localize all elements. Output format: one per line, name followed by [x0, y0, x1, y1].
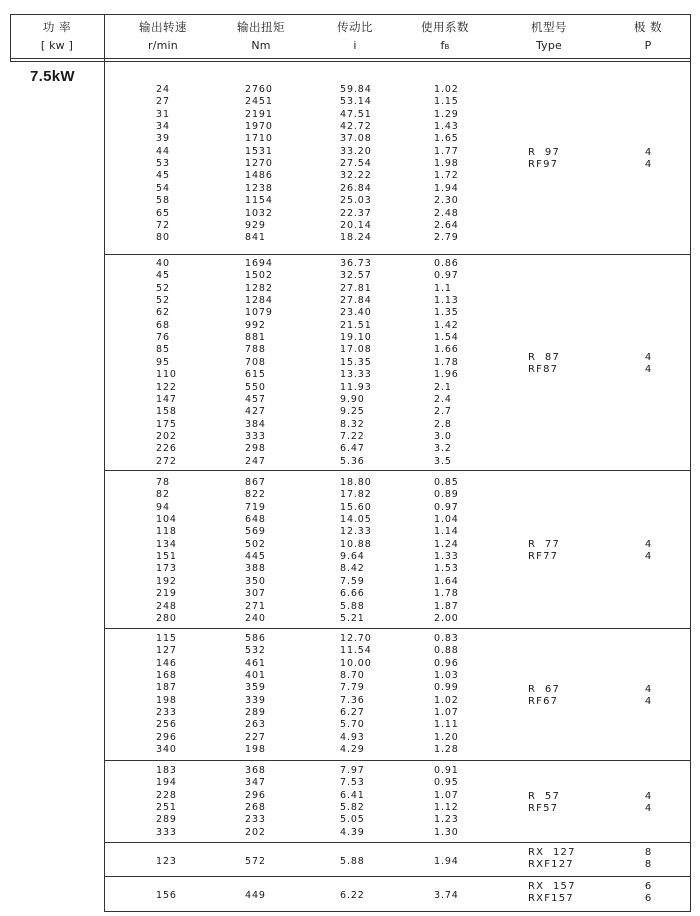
cell-ratio: 11.54: [340, 645, 372, 657]
poles-value: 4: [644, 363, 652, 375]
cell-factor: 1.64: [434, 575, 459, 587]
cell-ratio: 53.14: [340, 96, 372, 108]
type-code: RF77: [528, 550, 559, 562]
cell-torque: 615: [245, 369, 266, 381]
cell-ratio: 36.73: [340, 258, 372, 269]
type-code: R 67: [528, 683, 561, 695]
cell-ratio: 9.25: [340, 406, 365, 418]
group-separator: [104, 760, 690, 761]
poles-value: 4: [644, 802, 652, 814]
poles-value: 6: [644, 881, 652, 892]
cell-torque: 233: [245, 814, 266, 826]
cell-ratio: 6.47: [340, 443, 365, 455]
cell-ratio: 7.79: [340, 682, 365, 694]
cell-factor: 0.83: [434, 633, 459, 644]
cell-ratio: 10.00: [340, 657, 372, 669]
cell-factor: 1.23: [434, 814, 459, 826]
type-code: R 97: [528, 147, 561, 158]
cell-torque: 822: [245, 489, 266, 501]
group-separator: [104, 254, 690, 255]
type-code: RXF127: [528, 858, 574, 870]
cell-ratio: 6.27: [340, 707, 365, 719]
type-code: R 77: [528, 538, 561, 550]
cell-torque: 1282: [245, 282, 273, 294]
cell-torque: 307: [245, 588, 266, 600]
cell-torque: 359: [245, 682, 266, 694]
cell-ratio: 5.70: [340, 719, 365, 731]
cell-speed: 173: [156, 563, 177, 575]
cell-torque: 268: [245, 802, 266, 814]
cell-torque: 586: [245, 633, 266, 644]
cell-ratio: 20.14: [340, 219, 372, 231]
header-torque-label: 输出扭矩: [237, 20, 285, 34]
cell-ratio: 7.22: [340, 430, 365, 442]
cell-speed: 175: [156, 418, 177, 430]
cell-factor: 1.03: [434, 670, 459, 682]
cell-torque: 1284: [245, 295, 273, 307]
cell-torque: 1154: [245, 195, 273, 207]
cell-factor: 2.8: [434, 418, 452, 430]
cell-speed: 158: [156, 406, 177, 418]
cell-speed: 198: [156, 694, 177, 706]
cell-factor: 1.20: [434, 731, 459, 743]
cell-speed: 65: [156, 207, 170, 219]
cell-factor: 1.33: [434, 551, 459, 563]
cell-factor: 2.00: [434, 612, 459, 624]
cell-torque: 298: [245, 443, 266, 455]
cell-speed: 202: [156, 430, 177, 442]
cell-factor: 0.91: [434, 765, 459, 776]
cell-factor: 1.28: [434, 744, 459, 756]
cell-torque: 202: [245, 826, 266, 838]
cell-torque: 788: [245, 344, 266, 356]
cell-factor: 3.74: [434, 890, 459, 901]
cell-ratio: 33.20: [340, 145, 372, 157]
cell-ratio: 17.82: [340, 489, 372, 501]
cell-ratio: 5.36: [340, 455, 365, 467]
cell-factor: 0.97: [434, 270, 459, 282]
cell-torque: 247: [245, 455, 266, 467]
cell-factor: 1.77: [434, 145, 459, 157]
cell-ratio: 6.22: [340, 890, 365, 901]
cell-torque: 532: [245, 645, 266, 657]
cell-speed: 256: [156, 719, 177, 731]
cell-torque: 719: [245, 501, 266, 513]
header-type-unit: Type: [535, 39, 563, 52]
header-bottom-border: [10, 58, 690, 59]
cell-speed: 122: [156, 381, 177, 393]
cell-speed: 147: [156, 393, 177, 405]
cell-ratio: 27.84: [340, 295, 372, 307]
cell-ratio: 7.36: [340, 694, 365, 706]
cell-ratio: 7.59: [340, 575, 365, 587]
cell-ratio: 19.10: [340, 332, 372, 344]
cell-ratio: 7.53: [340, 777, 365, 789]
cell-torque: 881: [245, 332, 266, 344]
header-torque-unit: Nm: [251, 39, 271, 52]
group-separator: [104, 876, 690, 877]
cell-factor: 1.72: [434, 170, 459, 182]
cell-speed: 168: [156, 670, 177, 682]
cell-torque: 2451: [245, 96, 273, 108]
cell-factor: 2.1: [434, 381, 452, 393]
cell-ratio: 26.84: [340, 182, 372, 194]
cell-factor: 1.65: [434, 133, 459, 145]
cell-factor: 1.07: [434, 707, 459, 719]
header-speed-label: 输出转速: [139, 20, 187, 34]
cell-torque: 350: [245, 575, 266, 587]
header-power-unit: [ kw ]: [40, 39, 74, 52]
cell-speed: 289: [156, 814, 177, 826]
cell-ratio: 15.35: [340, 356, 372, 368]
cell-speed: 183: [156, 765, 177, 776]
cell-factor: 1.14: [434, 526, 459, 538]
cell-speed: 54: [156, 182, 170, 194]
cell-torque: 841: [245, 232, 266, 244]
cell-speed: 156: [156, 890, 177, 901]
cell-torque: 347: [245, 777, 266, 789]
cell-ratio: 12.33: [340, 526, 372, 538]
cell-ratio: 59.84: [340, 84, 372, 95]
cell-torque: 2760: [245, 84, 273, 95]
cell-speed: 31: [156, 108, 170, 120]
cell-torque: 289: [245, 707, 266, 719]
cell-speed: 248: [156, 600, 177, 612]
cell-torque: 1270: [245, 158, 273, 170]
cell-factor: 3.0: [434, 430, 452, 442]
header-bottom-border-double: [10, 61, 690, 62]
cell-factor: 2.64: [434, 219, 459, 231]
poles-value: 4: [644, 695, 652, 707]
cell-factor: 1.78: [434, 356, 459, 368]
cell-torque: 449: [245, 890, 266, 901]
cell-speed: 58: [156, 195, 170, 207]
cell-torque: 427: [245, 406, 266, 418]
cell-ratio: 5.21: [340, 612, 365, 624]
cell-speed: 27: [156, 96, 170, 108]
cell-factor: 2.79: [434, 232, 459, 244]
group-separator: [104, 842, 690, 843]
right-border: [690, 14, 691, 912]
poles-value: 4: [644, 550, 652, 562]
poles-value: 8: [644, 846, 652, 858]
cell-torque: 401: [245, 670, 266, 682]
cell-factor: 1.15: [434, 96, 459, 108]
cell-torque: 929: [245, 219, 266, 231]
cell-torque: 2191: [245, 108, 273, 120]
cell-speed: 68: [156, 319, 170, 331]
cell-torque: 502: [245, 538, 266, 550]
cell-speed: 78: [156, 477, 170, 488]
cell-ratio: 5.82: [340, 802, 365, 814]
cell-speed: 115: [156, 633, 177, 644]
type-code: RX 127: [528, 846, 576, 858]
cell-ratio: 4.93: [340, 731, 365, 743]
cell-factor: 1.94: [434, 182, 459, 194]
cell-speed: 82: [156, 489, 170, 501]
poles-value: 4: [644, 683, 652, 695]
cell-torque: 1970: [245, 121, 273, 133]
cell-factor: 0.86: [434, 258, 459, 269]
cell-ratio: 18.80: [340, 477, 372, 488]
header-poles-unit: P: [644, 39, 652, 52]
cell-speed: 104: [156, 514, 177, 526]
cell-factor: 1.42: [434, 319, 459, 331]
cell-factor: 1.87: [434, 600, 459, 612]
cell-torque: 388: [245, 563, 266, 575]
cell-factor: 1.35: [434, 307, 459, 319]
cell-speed: 194: [156, 777, 177, 789]
cell-speed: 134: [156, 538, 177, 550]
cell-ratio: 27.54: [340, 158, 372, 170]
cell-ratio: 8.42: [340, 563, 365, 575]
bottom-border: [104, 911, 690, 912]
cell-ratio: 10.88: [340, 538, 372, 550]
group-separator: [104, 628, 690, 629]
cell-factor: 1.13: [434, 295, 459, 307]
header-speed-unit: r/min: [148, 39, 178, 52]
cell-speed: 53: [156, 158, 170, 170]
cell-speed: 226: [156, 443, 177, 455]
type-code: RF67: [528, 695, 559, 707]
cell-factor: 1.24: [434, 538, 459, 550]
cell-torque: 550: [245, 381, 266, 393]
cell-speed: 228: [156, 789, 177, 801]
cell-ratio: 5.88: [340, 600, 365, 612]
cell-speed: 24: [156, 84, 170, 95]
cell-factor: 1.43: [434, 121, 459, 133]
type-code: R 87: [528, 351, 561, 363]
cell-ratio: 32.57: [340, 270, 372, 282]
cell-torque: 648: [245, 514, 266, 526]
cell-torque: 1079: [245, 307, 273, 319]
cell-ratio: 8.70: [340, 670, 365, 682]
cell-torque: 240: [245, 612, 266, 624]
cell-factor: 1.12: [434, 802, 459, 814]
cell-factor: 1.66: [434, 344, 459, 356]
cell-speed: 187: [156, 682, 177, 694]
cell-speed: 296: [156, 731, 177, 743]
cell-factor: 1.04: [434, 514, 459, 526]
power-column-divider: [104, 14, 105, 912]
cell-torque: 198: [245, 744, 266, 756]
cell-factor: 1.96: [434, 369, 459, 381]
cell-speed: 333: [156, 826, 177, 838]
cell-torque: 1032: [245, 207, 273, 219]
cell-ratio: 4.39: [340, 826, 365, 838]
cell-speed: 76: [156, 332, 170, 344]
cell-speed: 340: [156, 744, 177, 756]
cell-ratio: 12.70: [340, 633, 372, 644]
header-ratio-label: 传动比: [337, 20, 373, 34]
cell-factor: 0.97: [434, 501, 459, 513]
cell-factor: 2.7: [434, 406, 452, 418]
cell-ratio: 18.24: [340, 232, 372, 244]
cell-ratio: 5.88: [340, 856, 365, 867]
cell-speed: 40: [156, 258, 170, 269]
top-border: [10, 14, 690, 15]
header-type-label: 机型号: [531, 20, 567, 34]
cell-factor: 2.30: [434, 195, 459, 207]
cell-factor: 1.29: [434, 108, 459, 120]
cell-speed: 39: [156, 133, 170, 145]
cell-torque: 1238: [245, 182, 273, 194]
cell-ratio: 9.64: [340, 551, 365, 563]
cell-speed: 52: [156, 295, 170, 307]
cell-ratio: 5.05: [340, 814, 365, 826]
cell-ratio: 42.72: [340, 121, 372, 133]
cell-ratio: 15.60: [340, 501, 372, 513]
cell-factor: 1.94: [434, 856, 459, 867]
cell-ratio: 14.05: [340, 514, 372, 526]
cell-ratio: 7.97: [340, 765, 365, 776]
cell-torque: 368: [245, 765, 266, 776]
type-code: RF87: [528, 363, 559, 375]
cell-torque: 445: [245, 551, 266, 563]
cell-factor: 2.4: [434, 393, 452, 405]
poles-value: 8: [644, 858, 652, 870]
cell-speed: 118: [156, 526, 177, 538]
type-code: RF57: [528, 802, 559, 814]
cell-factor: 0.99: [434, 682, 459, 694]
cell-factor: 1.78: [434, 588, 459, 600]
cell-torque: 992: [245, 319, 266, 331]
cell-torque: 708: [245, 356, 266, 368]
cell-ratio: 23.40: [340, 307, 372, 319]
cell-torque: 384: [245, 418, 266, 430]
cell-ratio: 22.37: [340, 207, 372, 219]
group-separator: [104, 470, 690, 471]
cell-speed: 80: [156, 232, 170, 244]
cell-factor: 3.5: [434, 455, 452, 467]
cell-speed: 72: [156, 219, 170, 231]
cell-factor: 0.89: [434, 489, 459, 501]
cell-ratio: 25.03: [340, 195, 372, 207]
cell-factor: 1.02: [434, 694, 459, 706]
cell-speed: 45: [156, 270, 170, 282]
cell-speed: 85: [156, 344, 170, 356]
cell-factor: 1.98: [434, 158, 459, 170]
cell-torque: 296: [245, 789, 266, 801]
power-value: 7.5kW: [30, 68, 75, 85]
cell-torque: 1710: [245, 133, 273, 145]
cell-ratio: 11.93: [340, 381, 372, 393]
cell-speed: 233: [156, 707, 177, 719]
header-factor-unit: fB: [440, 39, 450, 52]
cell-ratio: 8.32: [340, 418, 365, 430]
poles-value: 4: [644, 790, 652, 802]
cell-speed: 219: [156, 588, 177, 600]
cell-ratio: 17.08: [340, 344, 372, 356]
cell-factor: 1.1: [434, 282, 452, 294]
cell-torque: 867: [245, 477, 266, 488]
cell-factor: 2.48: [434, 207, 459, 219]
cell-factor: 1.54: [434, 332, 459, 344]
poles-value: 4: [644, 147, 652, 158]
cell-speed: 44: [156, 145, 170, 157]
header-poles-label: 极 数: [633, 20, 663, 34]
cell-factor: 1.07: [434, 789, 459, 801]
cell-speed: 45: [156, 170, 170, 182]
cell-speed: 34: [156, 121, 170, 133]
cell-speed: 251: [156, 802, 177, 814]
poles-value: 4: [644, 538, 652, 550]
cell-speed: 280: [156, 612, 177, 624]
cell-torque: 339: [245, 694, 266, 706]
cell-factor: 1.30: [434, 826, 459, 838]
cell-ratio: 9.90: [340, 393, 365, 405]
cell-factor: 0.85: [434, 477, 459, 488]
cell-factor: 0.95: [434, 777, 459, 789]
header-factor-unit-subscript: B: [444, 43, 450, 51]
cell-ratio: 32.22: [340, 170, 372, 182]
cell-speed: 110: [156, 369, 177, 381]
header-factor-label: 使用系数: [421, 20, 469, 34]
cell-ratio: 6.66: [340, 588, 365, 600]
cell-ratio: 21.51: [340, 319, 372, 331]
header-ratio-unit: i: [353, 39, 357, 52]
cell-torque: 271: [245, 600, 266, 612]
cell-factor: 1.02: [434, 84, 459, 95]
cell-speed: 95: [156, 356, 170, 368]
cell-factor: 0.88: [434, 645, 459, 657]
cell-speed: 94: [156, 501, 170, 513]
cell-speed: 62: [156, 307, 170, 319]
cell-ratio: 47.51: [340, 108, 372, 120]
cell-speed: 123: [156, 856, 177, 867]
cell-torque: 569: [245, 526, 266, 538]
cell-speed: 151: [156, 551, 177, 563]
poles-value: 4: [644, 351, 652, 363]
cell-torque: 457: [245, 393, 266, 405]
cell-speed: 146: [156, 657, 177, 669]
cell-ratio: 37.08: [340, 133, 372, 145]
cell-ratio: 13.33: [340, 369, 372, 381]
cell-speed: 272: [156, 455, 177, 467]
cell-ratio: 27.81: [340, 282, 372, 294]
power-column-left-border: [10, 14, 11, 62]
type-code: R 57: [528, 790, 561, 802]
cell-ratio: 4.29: [340, 744, 365, 756]
cell-factor: 0.96: [434, 657, 459, 669]
cell-torque: 227: [245, 731, 266, 743]
cell-torque: 461: [245, 657, 266, 669]
cell-torque: 1502: [245, 270, 273, 282]
type-code: RXF157: [528, 893, 574, 904]
cell-torque: 263: [245, 719, 266, 731]
cell-torque: 1694: [245, 258, 273, 269]
cell-torque: 333: [245, 430, 266, 442]
cell-torque: 1531: [245, 145, 273, 157]
poles-value: 4: [644, 159, 652, 170]
type-code: RX 157: [528, 881, 576, 892]
cell-torque: 572: [245, 856, 266, 867]
cell-speed: 192: [156, 575, 177, 587]
cell-speed: 127: [156, 645, 177, 657]
cell-torque: 1486: [245, 170, 273, 182]
header-power-label: 功 率: [42, 20, 72, 34]
cell-factor: 1.53: [434, 563, 459, 575]
cell-factor: 3.2: [434, 443, 452, 455]
poles-value: 6: [644, 893, 652, 904]
type-code: RF97: [528, 159, 559, 170]
cell-ratio: 6.41: [340, 789, 365, 801]
cell-speed: 52: [156, 282, 170, 294]
cell-factor: 1.11: [434, 719, 459, 731]
